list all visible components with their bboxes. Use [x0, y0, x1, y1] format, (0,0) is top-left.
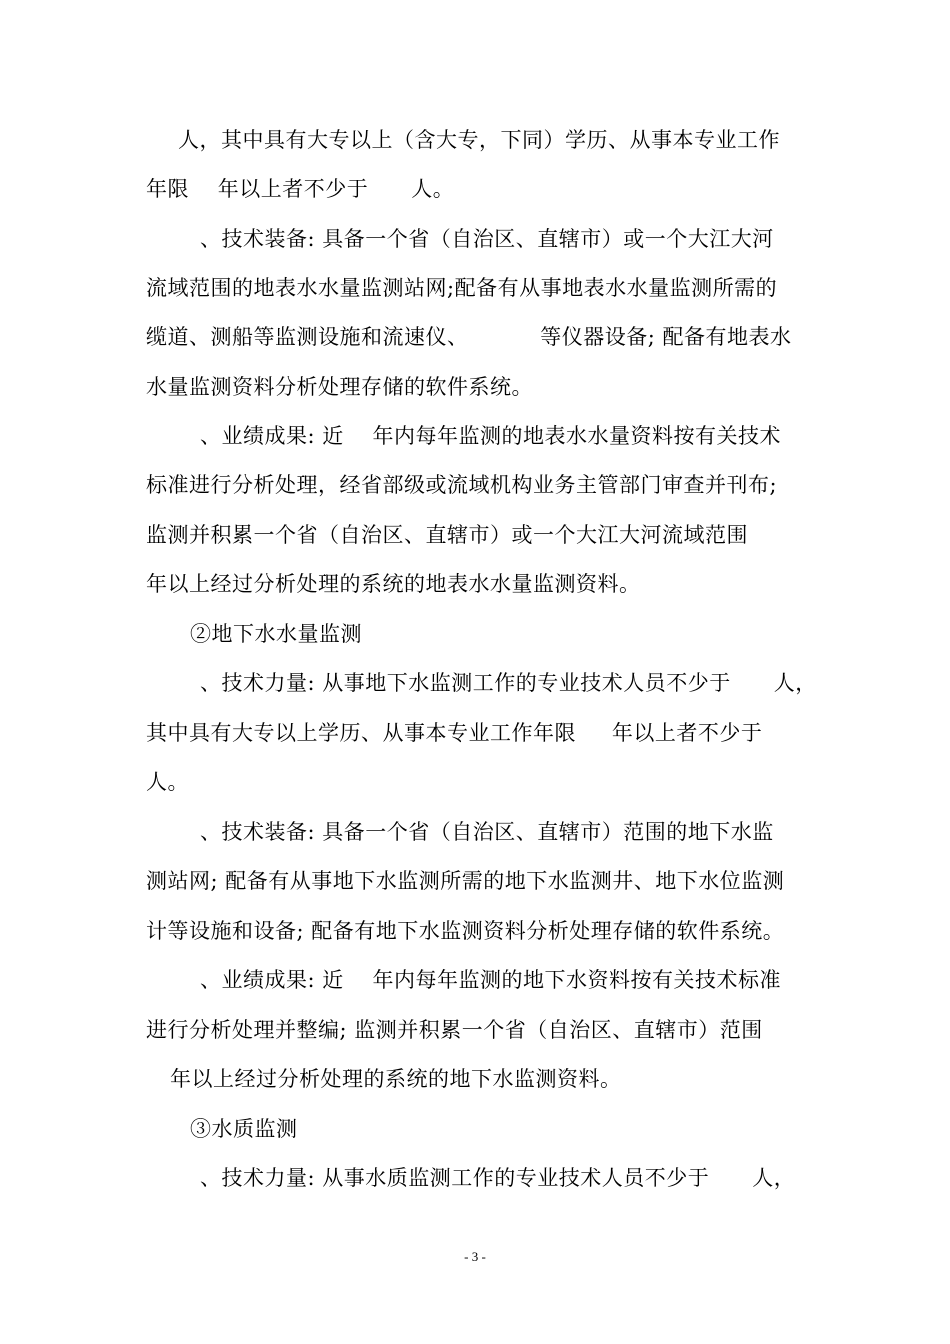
text-line-16: 测站网; 配备有从事地下水监测所需的地下水监测井、地下水位监测 — [146, 869, 785, 893]
text-line-13: 其中具有大专以上学历、从事本专业工作年限 年以上者不少于 — [146, 721, 763, 745]
text-line-22: 、技术力量: 从事水质监测工作的专业技术人员不少于 人， — [200, 1166, 796, 1190]
text-line-8: 标准进行分析处理，经省部级或流域机构业务主管部门审查并刊布; — [146, 473, 778, 497]
text-line-17: 计等设施和设备; 配备有地下水监测资料分析处理存储的软件系统。 — [146, 919, 785, 943]
text-line-1: 人，其中具有大专以上（含大专，下同）学历、从事本专业工作 — [178, 128, 780, 152]
section-heading-water-quality: ③水质监测 — [190, 1117, 298, 1141]
text-line-15: 、技术装备: 具备一个省（自治区、直辖市）范围的地下水监 — [200, 820, 774, 844]
text-line-19: 进行分析处理并整编; 监测并积累一个省（自治区、直辖市）范围 — [146, 1018, 763, 1042]
text-line-18: 、业绩成果: 近 年内每年监测的地下水资料按有关技术标准 — [200, 968, 781, 992]
text-line-10: 年以上经过分析处理的系统的地表水水量监测资料。 — [146, 572, 641, 596]
text-line-7: 、业绩成果: 近 年内每年监测的地表水水量资料按有关技术 — [200, 424, 781, 448]
text-line-5: 缆道、测船等监测设施和流速仪、 等仪器设备; 配备有地表水 — [146, 325, 792, 349]
text-line-20: 年以上经过分析处理的系统的地下水监测资料。 — [170, 1067, 622, 1091]
text-line-14: 人。 — [146, 770, 189, 794]
text-line-4: 流域范围的地表水水量监测站网;配备有从事地表水水量监测所需的 — [146, 276, 778, 300]
text-line-2: 年限 年以上者不少于 人。 — [146, 177, 455, 201]
text-line-6: 水量监测资料分析处理存储的软件系统。 — [146, 375, 533, 399]
section-heading-groundwater: ②地下水水量监测 — [190, 622, 362, 646]
text-line-12: 、技术力量: 从事地下水监测工作的专业技术人员不少于 人， — [200, 671, 817, 695]
text-line-3: 、技术装备: 具备一个省（自治区、直辖市）或一个大江大河 — [200, 227, 774, 251]
text-line-9: 监测并积累一个省（自治区、直辖市）或一个大江大河流域范围 — [146, 523, 748, 547]
page-number: - 3 - — [464, 1249, 486, 1264]
